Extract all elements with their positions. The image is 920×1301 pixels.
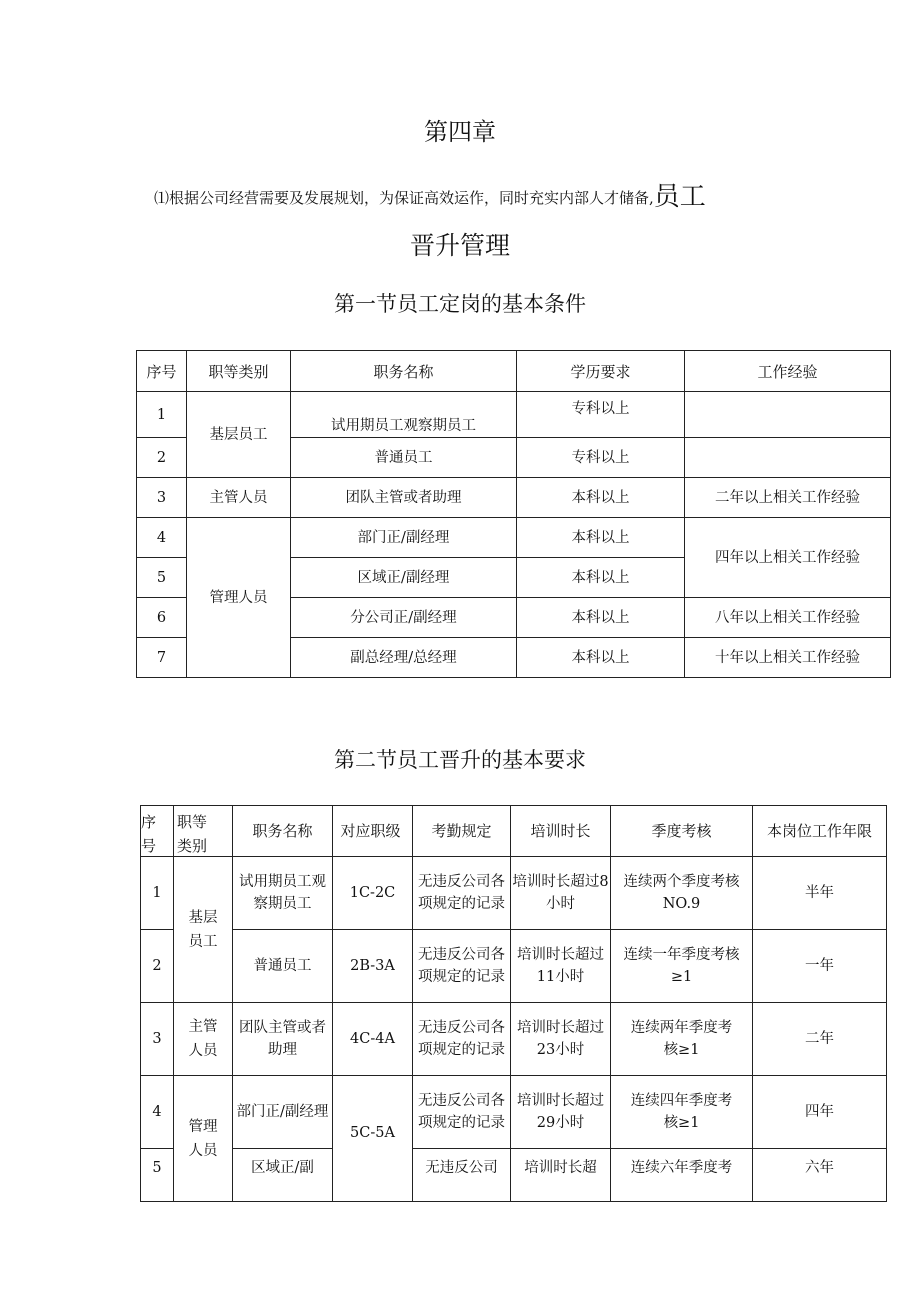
header-grade-text: 对应职级 [340, 822, 401, 840]
header-category [174, 806, 233, 857]
table-row [141, 930, 887, 1003]
row-years: 四年 [753, 1076, 887, 1149]
promotion-requirements-table [140, 805, 887, 1202]
row-no: 3 [141, 1003, 174, 1076]
header-experience: 工作经验 [685, 351, 891, 392]
table-row [137, 518, 891, 558]
row-attendance: 无违反公司 [413, 1149, 511, 1202]
row-experience: 四年以上相关工作经验 [685, 518, 891, 598]
group-label [174, 857, 233, 1003]
row-training: 培训时长超过29小时 [511, 1076, 611, 1149]
intro-paragraph [154, 176, 706, 213]
row-no: 6 [137, 598, 187, 638]
row-years: 一年 [753, 930, 887, 1003]
group-label-text: 管理人员 [188, 1118, 218, 1159]
row-no: 4 [141, 1076, 174, 1149]
header-no: 序号 [137, 351, 187, 392]
chapter-title: 第四章 [424, 118, 496, 146]
row-grade: 1C-2C [333, 857, 413, 930]
row-years: 半年 [753, 857, 887, 930]
row-no: 1 [141, 857, 174, 930]
row-no: 7 [137, 638, 187, 678]
row-title: 试用期员工观察期员工 [291, 392, 517, 438]
row-no: 4 [137, 518, 187, 558]
row-attendance: 无违反公司各项规定的记录 [413, 1003, 511, 1076]
group-label: 主管人员 [187, 478, 291, 518]
row-no: 5 [141, 1149, 174, 1202]
table-row [137, 392, 891, 438]
group-label: 基层员工 [187, 392, 291, 478]
row-no: 2 [137, 438, 187, 478]
row-education: 本科以上 [517, 598, 685, 638]
row-experience [685, 392, 891, 438]
table-row [137, 478, 891, 518]
section1-title: 第一节员工定岗的基本条件 [334, 292, 586, 316]
row-review [611, 930, 753, 1003]
table-row [141, 1003, 887, 1076]
header-title: 职务名称 [291, 351, 517, 392]
position-requirements-table [136, 350, 891, 678]
row-attendance: 无违反公司各项规定的记录 [413, 1076, 511, 1149]
row-title: 部门正/副经理 [233, 1076, 333, 1149]
header-category: 职等类别 [187, 351, 291, 392]
row-years: 六年 [753, 1149, 887, 1202]
row-title: 区域正/副经理 [291, 558, 517, 598]
section2-title: 第二节员工晋升的基本要求 [334, 748, 586, 772]
header-no [141, 806, 174, 857]
row-no: 3 [137, 478, 187, 518]
row-education: 专科以上 [517, 438, 685, 478]
row-review-text: 连续四年季度考核≥1 [630, 1093, 733, 1131]
row-title: 部门正/副经理 [291, 518, 517, 558]
header-attendance: 考勤规定 [413, 806, 511, 857]
row-attendance: 无违反公司各项规定的记录 [413, 930, 511, 1003]
row-review-text: 连续一年季度考核≥1 [623, 947, 740, 985]
section-heading: 晋升管理 [409, 231, 510, 260]
row-review [611, 857, 753, 930]
row-title [233, 857, 333, 930]
row-title: 普通员工 [291, 438, 517, 478]
row-grade: 4C-4A [333, 1003, 413, 1076]
row-experience [685, 438, 891, 478]
table-row [141, 857, 887, 930]
row-title: 团队主管或者助理 [233, 1003, 333, 1076]
row-review [611, 1076, 753, 1149]
header-category-text: 职等类别 [176, 813, 207, 855]
row-grade: 2B-3A [333, 930, 413, 1003]
row-education: 本科以上 [517, 478, 685, 518]
row-education: 本科以上 [517, 558, 685, 598]
row-education: 专科以上 [517, 392, 685, 438]
row-no: 5 [137, 558, 187, 598]
row-training: 培训时长超过23小时 [511, 1003, 611, 1076]
row-experience: 二年以上相关工作经验 [685, 478, 891, 518]
row-years: 二年 [753, 1003, 887, 1076]
group-label-text: 主管人员 [188, 1019, 218, 1059]
row-training: 培训时长超过8小时 [511, 857, 611, 930]
header-grade [333, 806, 413, 857]
row-review: 连续六年季度考 [611, 1149, 753, 1202]
row-review-text: 连续两个季度考核NO.9 [623, 874, 740, 912]
row-no: 1 [137, 392, 187, 438]
row-title: 团队主管或者助理 [291, 478, 517, 518]
table-header-row [141, 806, 887, 857]
intro-text: ⑴根据公司经营需要及发展规划，为保证高效运作，同时充实内部人才储备, [154, 189, 654, 207]
row-grade: 5C-5A [333, 1076, 413, 1202]
group-label [174, 1076, 233, 1202]
group-label-text: 基层员工 [188, 909, 218, 950]
row-experience: 十年以上相关工作经验 [685, 638, 891, 678]
intro-text-large: 员工 [653, 182, 706, 212]
row-attendance: 无违反公司各项规定的记录 [413, 857, 511, 930]
header-training: 培训时长 [511, 806, 611, 857]
table-row [141, 1076, 887, 1149]
row-experience: 八年以上相关工作经验 [685, 598, 891, 638]
row-title: 副总经理/总经理 [291, 638, 517, 678]
row-title-text: 试用期员工观察期员工 [239, 874, 326, 912]
row-title: 普通员工 [233, 930, 333, 1003]
row-review-text: 连续两年季度考核≥1 [630, 1020, 733, 1058]
row-review [611, 1003, 753, 1076]
row-training: 培训时长超过11小时 [511, 930, 611, 1003]
header-title: 职务名称 [233, 806, 333, 857]
row-education: 本科以上 [517, 638, 685, 678]
header-education: 学历要求 [517, 351, 685, 392]
row-no: 2 [141, 930, 174, 1003]
row-training: 培训时长超 [511, 1149, 611, 1202]
group-label: 管理人员 [187, 518, 291, 678]
row-title: 区域正/副 [233, 1149, 333, 1202]
table-header-row [137, 351, 891, 392]
group-label [174, 1003, 233, 1076]
header-review: 季度考核 [611, 806, 753, 857]
header-no-text: 序号 [141, 813, 157, 855]
header-years: 本岗位工作年限 [753, 806, 887, 857]
row-title: 分公司正/副经理 [291, 598, 517, 638]
table-row [141, 1149, 887, 1202]
row-education: 本科以上 [517, 518, 685, 558]
